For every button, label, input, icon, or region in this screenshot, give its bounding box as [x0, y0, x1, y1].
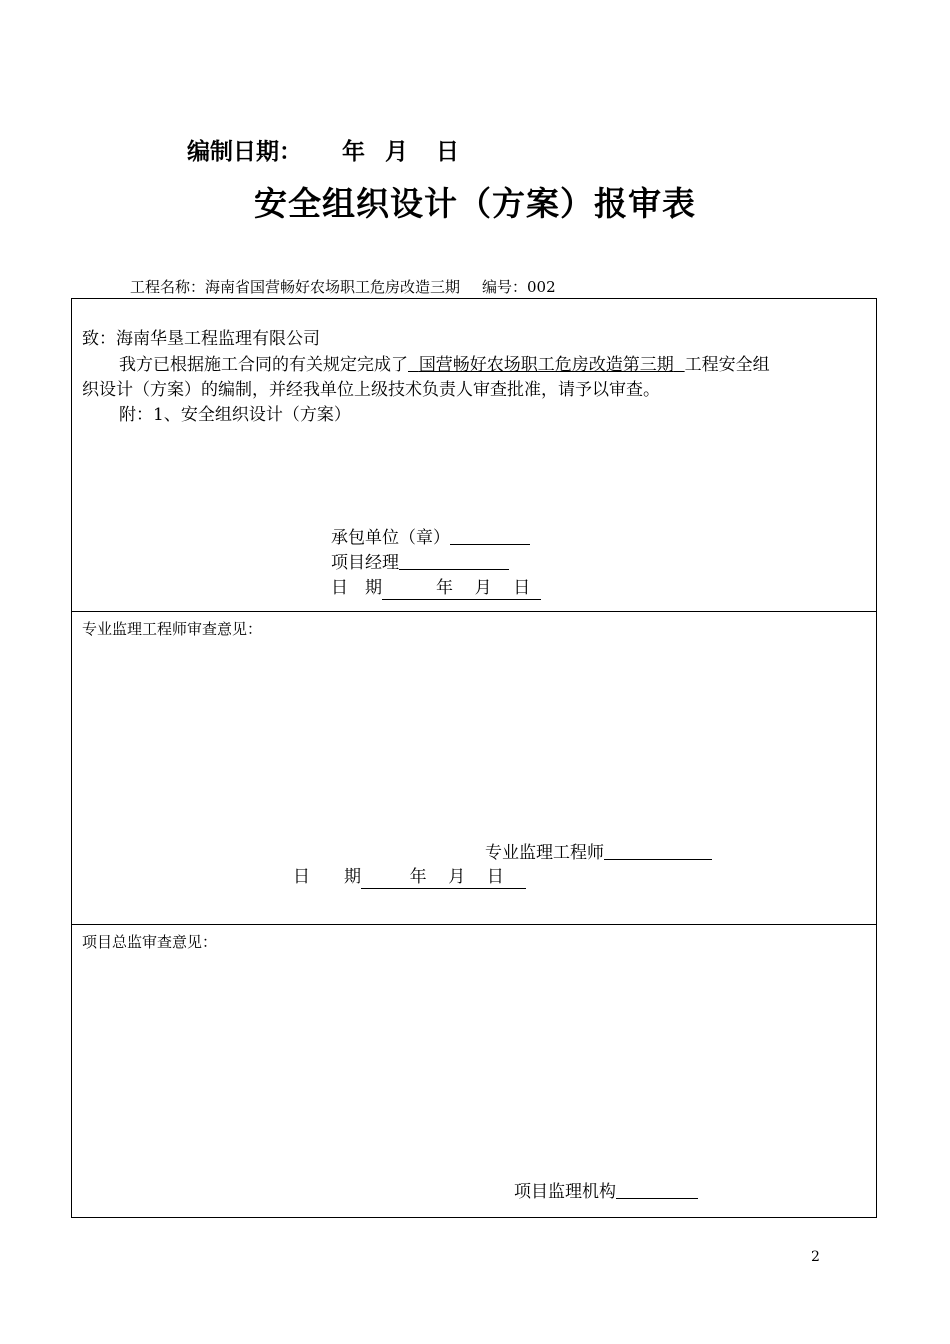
contractor-date-blank[interactable]: 年 月 日	[382, 578, 541, 600]
engineer-signature-line	[485, 838, 712, 863]
agency-signature-line	[514, 1177, 698, 1202]
addressee: 致：海南华垦工程监理有限公司	[82, 329, 320, 349]
compile-date-label: 编制日期：	[187, 139, 302, 165]
engineer-signature-label: 专业监理工程师	[485, 843, 604, 863]
engineer-date-label: 日 期	[293, 867, 361, 887]
contractor-seal-line	[331, 523, 530, 548]
contractor-seal-blank[interactable]	[450, 527, 530, 545]
page-title: 安全组织设计（方案）报审表	[254, 184, 696, 223]
contractor-date-label: 日 期	[331, 578, 382, 598]
project-manager-blank[interactable]	[399, 552, 509, 570]
attachment-line: 附：1、安全组织设计（方案）	[119, 405, 351, 425]
engineer-date-blank[interactable]: 年 月 日	[361, 867, 526, 889]
compile-date-day: 日	[436, 139, 459, 165]
compile-date-year: 年	[342, 139, 365, 165]
review-form	[71, 298, 877, 1218]
submission-text-suffix: 工程安全组	[684, 355, 770, 375]
engineer-signature-blank[interactable]	[604, 842, 712, 860]
contractor-date-line	[331, 573, 541, 598]
project-manager-label: 项目经理	[331, 553, 399, 573]
engineer-date-line	[293, 862, 526, 887]
chief-review-heading: 项目总监审查意见：	[82, 933, 218, 951]
contractor-seal-label: 承包单位（章）	[331, 528, 450, 548]
submission-text-line1	[119, 350, 770, 375]
project-manager-line	[331, 548, 509, 573]
engineer-review-section	[72, 611, 876, 925]
compile-date-month: 月	[385, 139, 408, 165]
submission-text-prefix: 我方已根据施工合同的有关规定完成了	[119, 355, 408, 375]
serial-number: 编号：002	[482, 278, 556, 296]
project-name: 工程名称：海南省国营畅好农场职工危房改造三期	[130, 278, 461, 296]
compile-date-line	[187, 133, 459, 166]
contractor-submission-section	[72, 299, 876, 612]
submission-text-line2: 织设计（方案）的编制，并经我单位上级技术负责人审查批准，请予以审查。	[82, 380, 660, 400]
submission-project-name: 国营畅好农场职工危房改造第三期	[418, 355, 674, 375]
engineer-review-heading: 专业监理工程师审查意见：	[82, 620, 263, 638]
page-number: 2	[811, 1249, 820, 1265]
project-info-line	[130, 276, 556, 297]
agency-signature-label: 项目监理机构	[514, 1182, 616, 1202]
chief-review-section	[72, 924, 876, 1217]
agency-signature-blank[interactable]	[616, 1181, 698, 1199]
